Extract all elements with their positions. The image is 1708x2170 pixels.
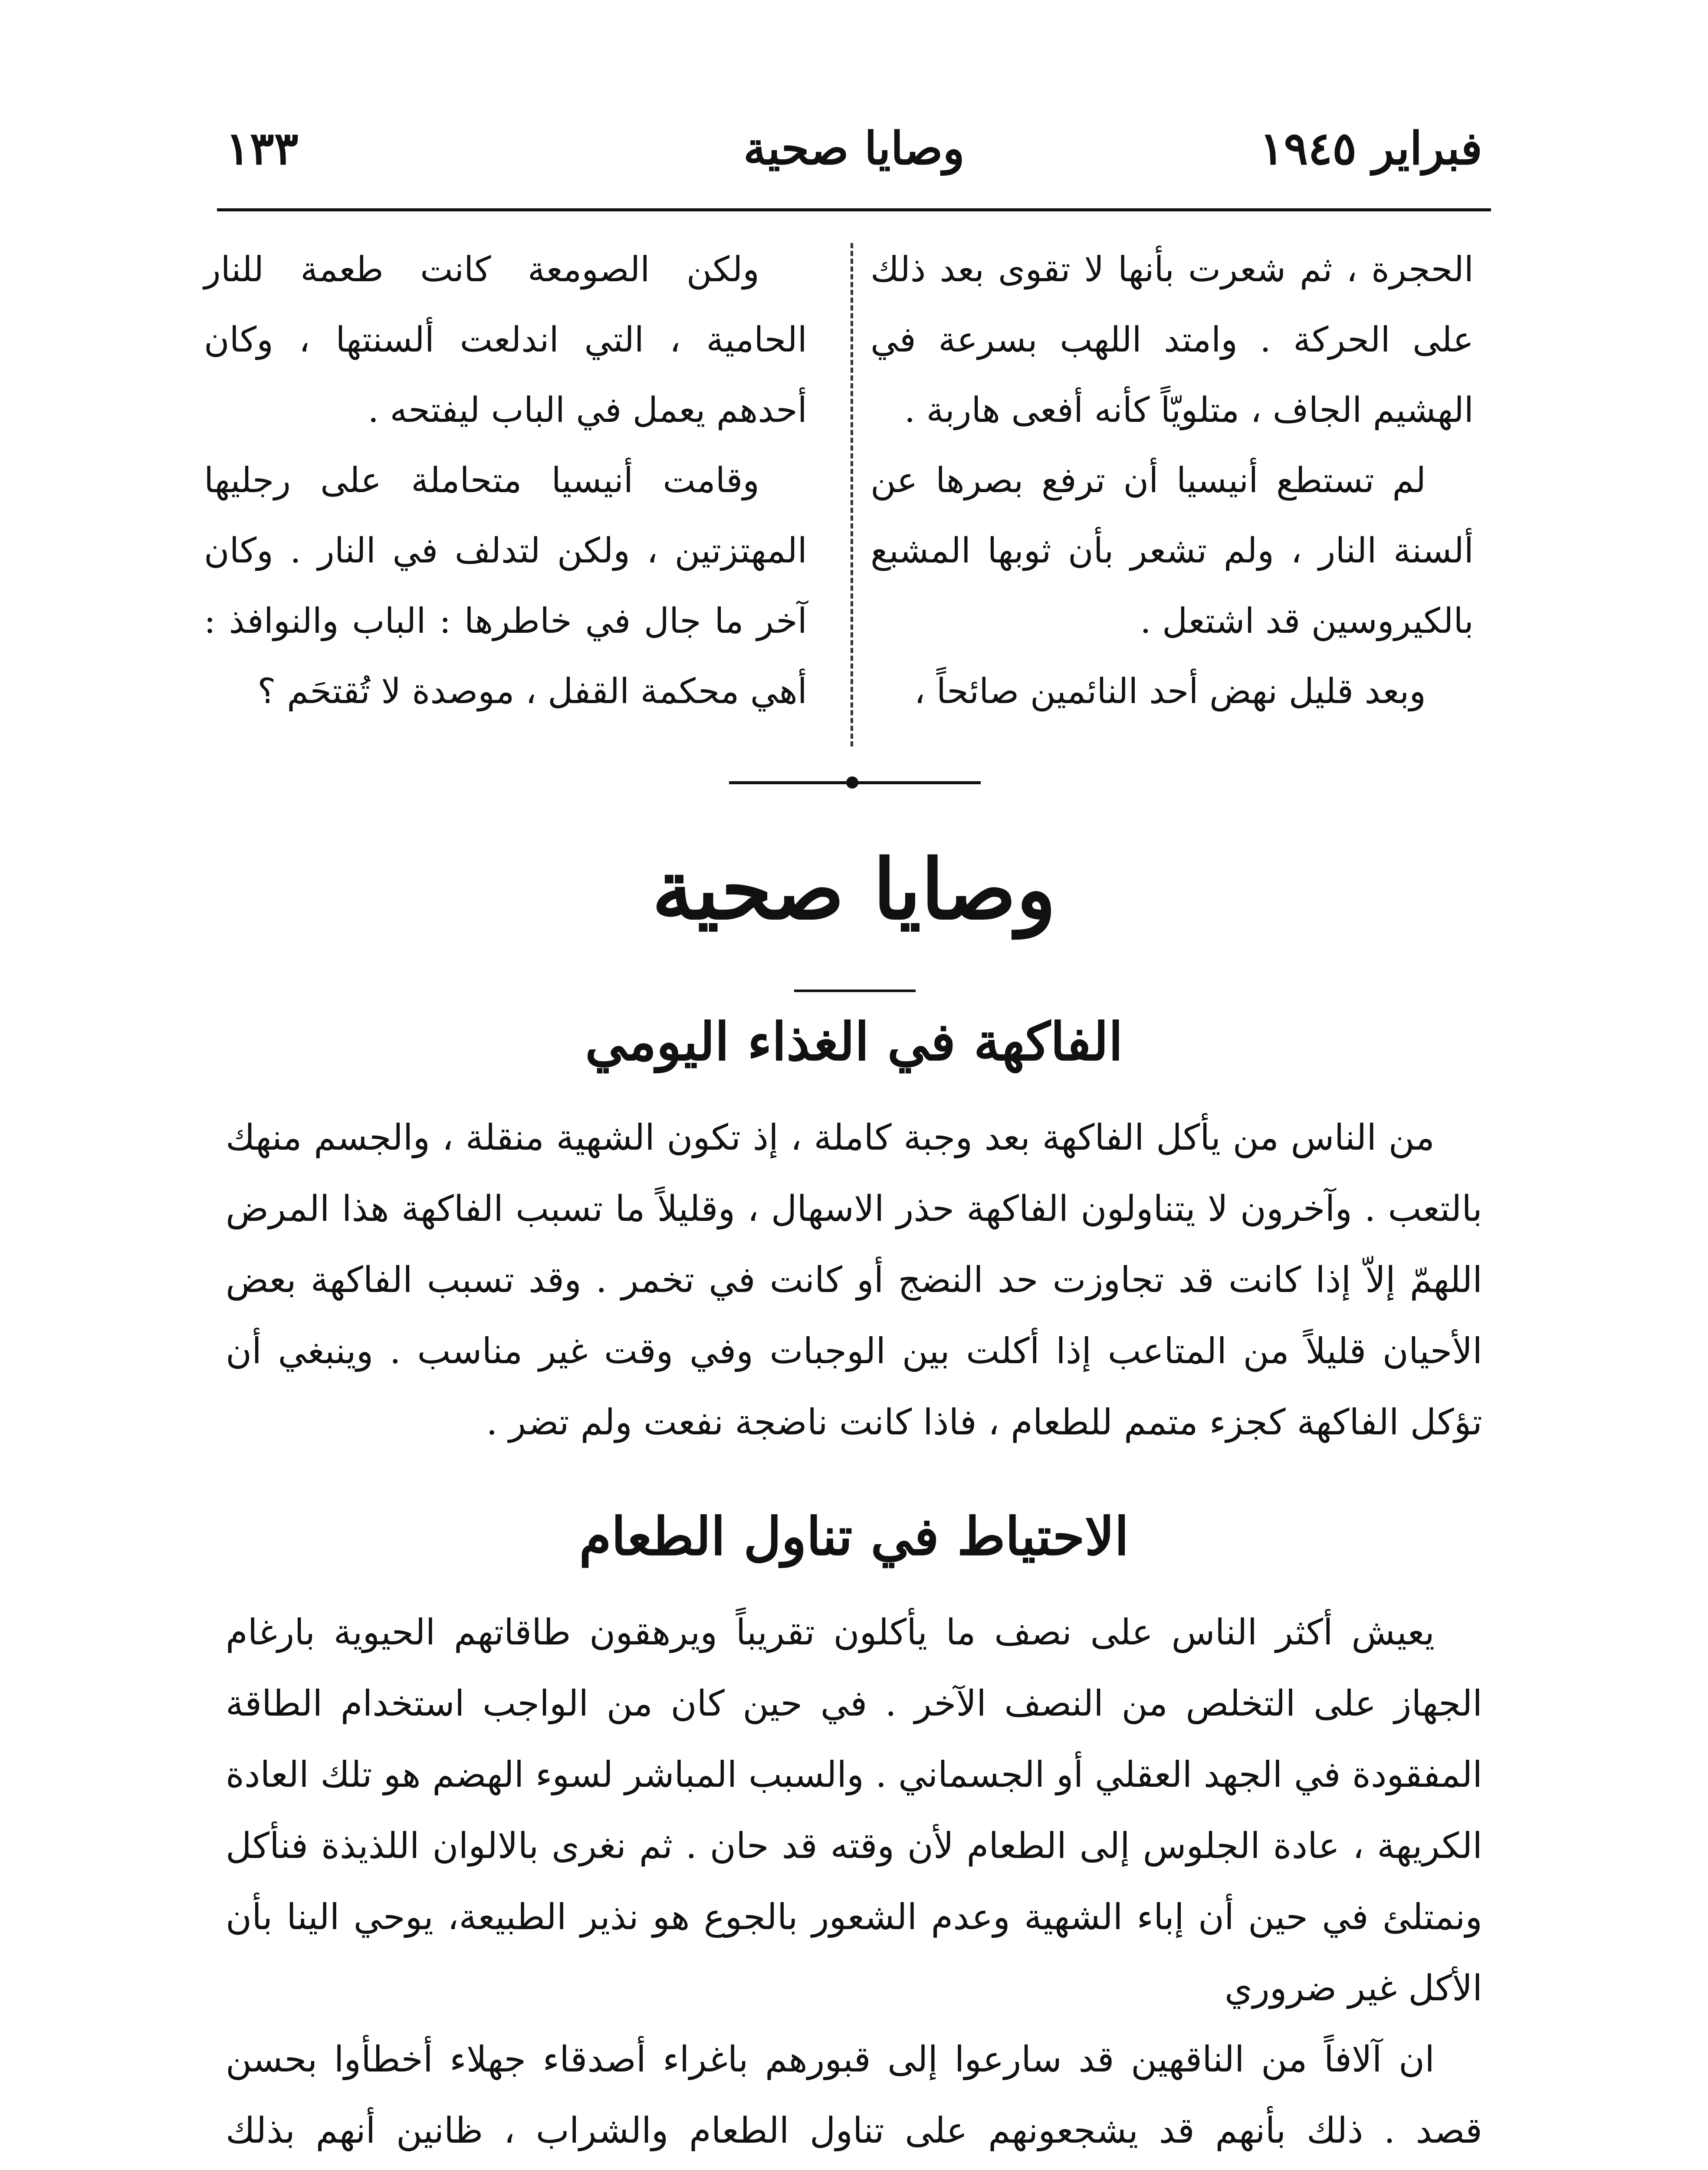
right-column-paragraph: الحجرة ، ثم شعرت بأنها لا تقوى بعد ذلك على الحركة . وامتد اللهب بسرعة في الهشيم الجاف ، متلويّاً كأنه أفعى هاربة . [870,249,1474,430]
section-body [226,1102,1482,1458]
header-rule [217,208,1491,211]
left-column-paragraph: وقامت أنيسيا متحاملة على رجليها المهتزتين ، ولكن لتدلف في النار . وكان آخر ما جال في خاطرها : الباب والنوافذ : أهي محكمة القفل ، موصدة لا تُقتحَم ؟ [204,460,807,711]
story-continuation [204,234,1474,760]
section-ornament [729,781,981,784]
header-running-title: وصايا صحية [743,122,965,175]
right-column-paragraph: وبعد قليل نهض أحد النائمين صائحاً ، [914,671,1426,711]
section-heading: الاحتياط في تناول الطعام [579,1506,1129,1567]
page-number: ١٣٣ [226,122,299,175]
right-column-paragraph: لم تستطع أنيسيا أن ترفع بصرها عن ألسنة النار ، ولم تشعر بأن ثوبها المشبع بالكيروسين قد اشتعل . [870,460,1474,641]
paragraph: يعيش أكثر الناس على نصف ما يأكلون تقريباً ويرهقون طاقاتهم الحيوية بارغام الجهاز على التخلص من النصف الآخر . في حين كان من الواجب استخدام الطاقة المفقودة في الجهد العقلي أو الجسماني . والسبب المباشر لسوء الهضم هو تلك العادة الكريهة ، عادة الجلوس إلى الطعام لأن وقته قد حان . ثم نغرى بالالوان اللذيذة فنأكل ونمتلئ في حين أن إباء الشهية وعدم الشعور بالجوع هو نذير الطبيعة، يوحي الينا بأن الأكل غير ضروري [226,1612,1482,2009]
right-column [870,234,1474,727]
column-divider [851,243,853,746]
title-rule [794,990,916,992]
running-header [226,122,1482,182]
paragraph: من الناس من يأكل الفاكهة بعد وجبة كاملة ، إذ تكون الشهية منقلة ، والجسم منهك بالتعب . وآخرون لا يتناولون الفاكهة حذر الاسهال ، وقليلاً ما تسبب الفاكهة هذا المرض اللهمّ إلاّ إذا كانت قد تجاوزت حد النضج أو كانت في تخمر . وقد تسبب الفاكهة بعض الأحيان قليلاً من المتاعب إذا أكلت بين الوجبات وفي وقت غير مناسب . وينبغي أن تؤكل الفاكهة كجزء متمم للطعام ، فاذا كانت ناضجة نفعت ولم تضر . [226,1117,1482,1443]
article-title: وصايا صحية [652,841,1056,938]
left-column-paragraph: ولكن الصومعة كانت طعمة للنار الحامية ، التي اندلعت ألسنتها ، وكان أحدهم يعمل في الباب ليفتحه . [204,249,807,430]
left-column [204,234,807,727]
header-date: فبراير ١٩٤٥ [1259,122,1482,175]
section-body [226,1597,1482,2170]
ornament-dot [846,776,858,789]
paragraph: ان آلافاً من الناقهين قد سارعوا إلى قبورهم باغراء أصدقاء جهلاء أخطأوا بحسن قصد . ذلك بأنهم قد يشجعونهم على تناول الطعام والشراب ، ظانين أنهم بذلك [226,2039,1482,2151]
section-heading: الفاكهة في الغذاء اليومي [585,1011,1123,1072]
